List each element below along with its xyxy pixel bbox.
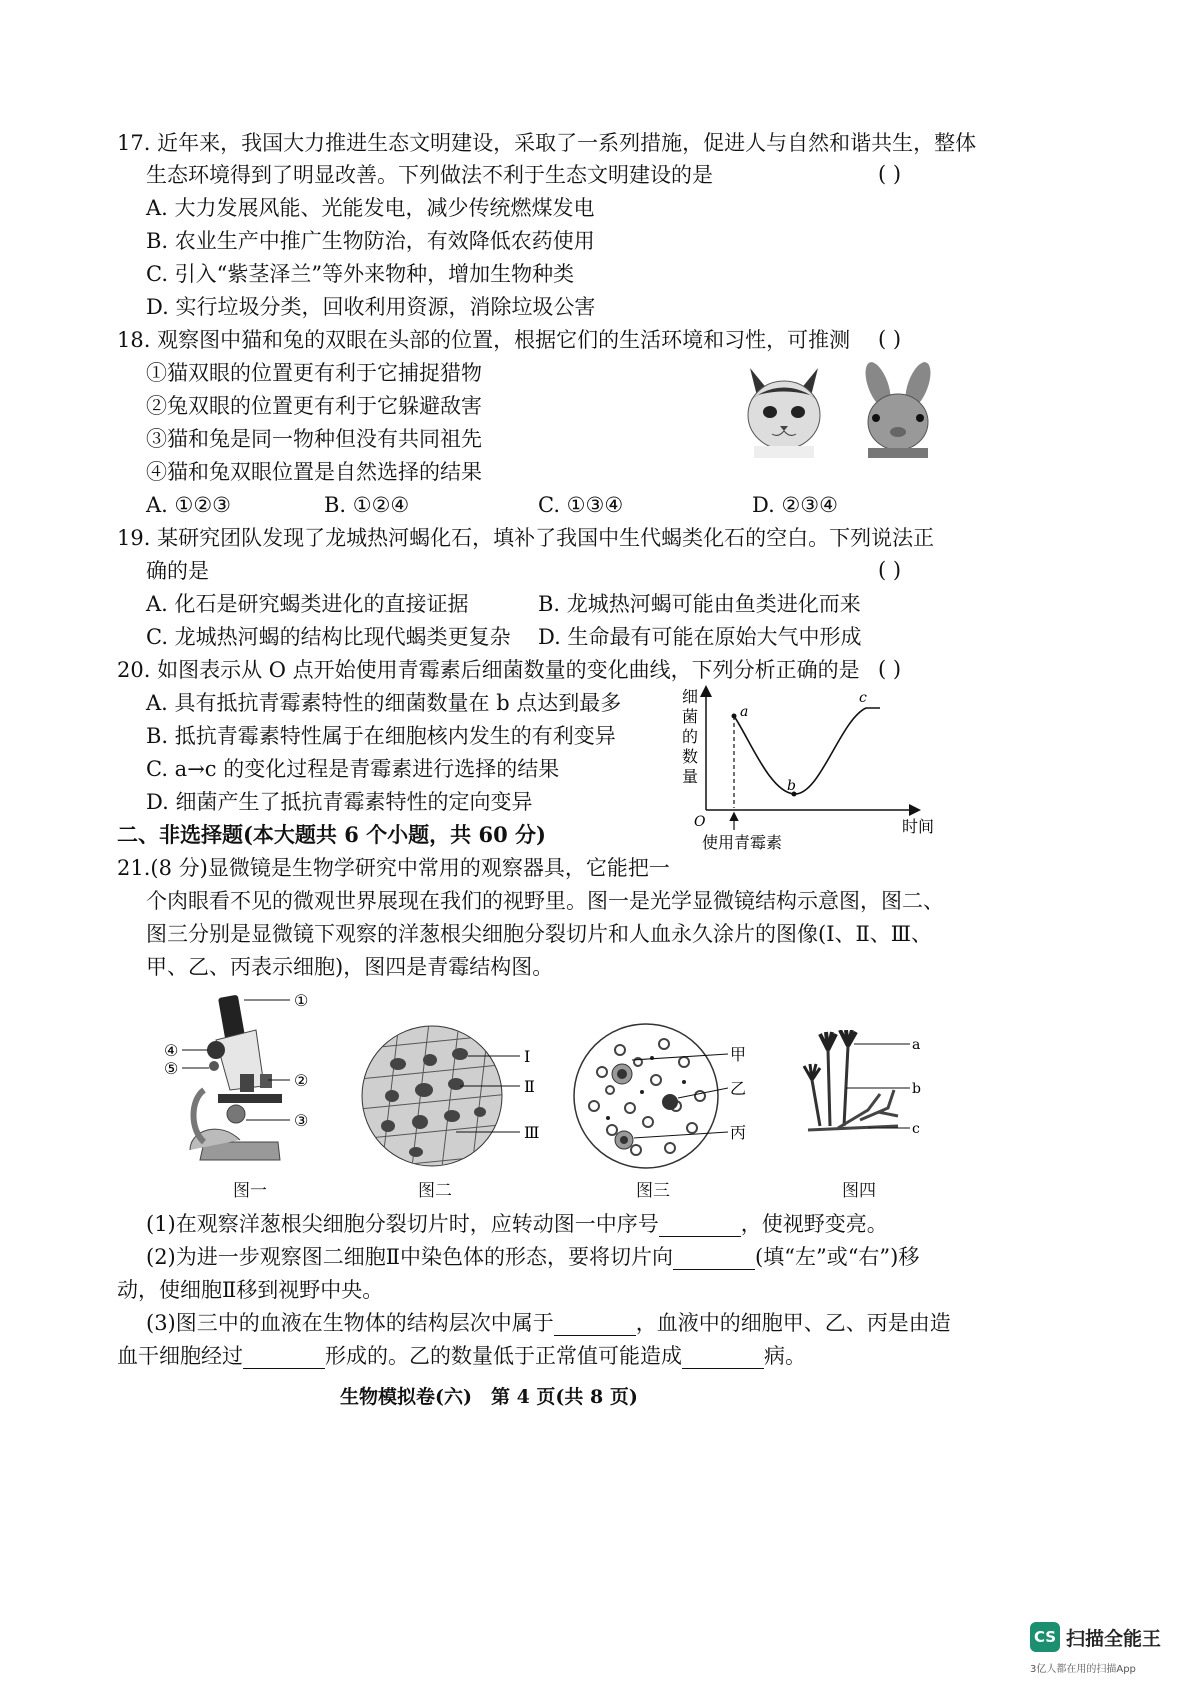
figure-1-microscope <box>160 990 330 1170</box>
fig1-label-5: ⑤ <box>164 1059 179 1078</box>
fig2-label-II: Ⅱ <box>524 1077 535 1096</box>
figure-2-onion-cells <box>360 1024 550 1170</box>
q21-text-line1: 21.(8 分)显微镜是生物学研究中常用的观察器具，它能把一 <box>117 856 670 880</box>
fig1-label-3: ③ <box>294 1111 309 1130</box>
fig1-label-2: ② <box>294 1071 309 1090</box>
q20-bacteria-graph <box>670 680 950 855</box>
q21-text-line3: 图三分别是显微镜下观察的洋葱根尖细胞分裂切片和人血永久涂片的图像(Ⅰ、Ⅱ、Ⅲ、 <box>146 922 933 946</box>
origin-label: O <box>694 814 706 830</box>
page-footer: 生物模拟卷(六) 第 4 页(共 8 页) <box>340 1386 638 1408</box>
point-c-label: c <box>859 690 867 706</box>
penicillin-label: 使用青霉素 <box>702 833 783 852</box>
q18-option-c: C. ①③④ <box>538 493 624 517</box>
section-2-heading: 二、非选择题(本大题共 6 个小题，共 60 分) <box>117 822 546 847</box>
q21-text-line2: 个肉眼看不见的微观世界展现在我们的视野里。图一是光学显微镜结构示意图，图二、 <box>146 889 944 913</box>
q21-part2-blank[interactable] <box>673 1249 755 1270</box>
fig1-caption: 图一 <box>233 1181 267 1201</box>
fig1-label-1: ① <box>294 991 309 1010</box>
q17-option-c: C. 引入“紫茎泽兰”等外来物种，增加生物种类 <box>146 262 575 286</box>
q18-statement-2: ②兔双眼的位置更有利于它躲避敌害 <box>146 394 482 418</box>
y-label-char-2: 菌 <box>682 707 699 726</box>
cat-photo <box>740 360 828 458</box>
y-label-char-1: 细 <box>682 687 699 706</box>
q19-option-c: C. 龙城热河蝎的结构比现代蝎类更复杂 <box>146 625 511 649</box>
fig3-label-yi: 乙 <box>730 1079 747 1098</box>
fig3-label-bing: 丙 <box>730 1123 747 1142</box>
q18-stem: 18. 观察图中猫和兔的双眼在头部的位置，根据它们的生活环境和习性，可推测 <box>117 328 851 352</box>
q21-part3-blank-1[interactable] <box>554 1315 636 1336</box>
q21-part3-text-e: 病。 <box>764 1344 806 1368</box>
q19-stem-line1: 19. 某研究团队发现了龙城热河蝎化石，填补了我国中生代蝎类化石的空白。下列说法正 <box>117 526 935 550</box>
fig3-caption: 图三 <box>636 1181 670 1201</box>
y-label-char-3: 的 <box>682 727 699 746</box>
watermark-name: 扫描全能王 <box>1066 1628 1162 1650</box>
fig4-label-c: c <box>912 1121 920 1137</box>
q18-statement-1: ①猫双眼的位置更有利于它捕捉猎物 <box>146 361 482 385</box>
q18-statement-3: ③猫和兔是同一物种但没有共同祖先 <box>146 427 482 451</box>
q21-part3 <box>146 1310 951 1336</box>
fig2-label-III: Ⅲ <box>524 1123 540 1142</box>
y-label-char-4: 数 <box>682 747 699 766</box>
q21-part3-line2 <box>117 1343 806 1369</box>
q21-part3-blank-2[interactable] <box>243 1348 325 1369</box>
rabbit-photo <box>858 360 938 460</box>
fig1-label-4: ④ <box>164 1041 179 1060</box>
q20-answer-bracket: ( ) <box>878 657 902 681</box>
q18-option-a: A. ①②③ <box>146 493 231 517</box>
q21-part3-text-a: (3)图三中的血液在生物体的结构层次中属于 <box>146 1311 554 1335</box>
point-a-label: a <box>740 704 749 720</box>
q21-part1-text-b: ，使视野变亮。 <box>740 1212 888 1236</box>
bacteria-curve <box>734 708 880 794</box>
q21-part3-text-b: ，血液中的细胞甲、乙、丙是由造 <box>635 1311 951 1335</box>
q19-answer-bracket: ( ) <box>878 558 902 582</box>
q20-option-c: C. a→c 的变化过程是青霉素进行选择的结果 <box>146 757 560 781</box>
q21-part3-blank-3[interactable] <box>682 1348 764 1369</box>
q18-option-d: D. ②③④ <box>752 493 838 517</box>
q20-option-d: D. 细菌产生了抵抗青霉素特性的定向变异 <box>146 790 533 814</box>
q21-text-line4: 甲、乙、丙表示细胞)，图四是青霉结构图。 <box>146 955 554 979</box>
q21-part2 <box>146 1244 919 1270</box>
q18-answer-bracket: ( ) <box>878 327 902 351</box>
q21-part1-blank[interactable] <box>659 1216 741 1237</box>
q17-option-d: D. 实行垃圾分类，回收利用资源，消除垃圾公害 <box>146 295 596 319</box>
fig4-label-b: b <box>912 1081 921 1097</box>
q19-option-b: B. 龙城热河蝎可能由鱼类进化而来 <box>538 592 861 616</box>
q19-stem-line2: 确的是 <box>146 559 209 583</box>
q20-option-a: A. 具有抵抗青霉素特性的细菌数量在 b 点达到最多 <box>146 691 622 715</box>
figure-3-blood-smear <box>572 1022 762 1172</box>
q18-option-b: B. ①②④ <box>324 493 410 517</box>
q19-option-a: A. 化石是研究蝎类进化的直接证据 <box>146 592 469 616</box>
q17-stem-line2: 生态环境得到了明显改善。下列做法不利于生态文明建设的是 <box>146 163 713 187</box>
q21-part1-text-a: (1)在观察洋葱根尖细胞分裂切片时，应转动图一中序号 <box>146 1212 659 1236</box>
q17-option-a: A. 大力发展风能、光能发电，减少传统燃煤发电 <box>146 196 595 220</box>
fig2-caption: 图二 <box>418 1181 452 1201</box>
q21-part2-text-b: (填“左”或“右”)移 <box>755 1245 920 1269</box>
fig3-label-jia: 甲 <box>730 1045 747 1064</box>
q20-stem: 20. 如图表示从 O 点开始使用青霉素后细菌数量的变化曲线，下列分析正确的是 <box>117 658 860 682</box>
q17-option-b: B. 农业生产中推广生物防治，有效降低农药使用 <box>146 229 595 253</box>
fig4-caption: 图四 <box>842 1181 876 1201</box>
y-label-char-5: 量 <box>682 767 699 786</box>
q21-part2-text-a: (2)为进一步观察图二细胞Ⅱ中染色体的形态，要将切片向 <box>146 1245 674 1269</box>
x-axis-label: 时间 <box>902 817 935 836</box>
watermark-tagline: 3亿人都在用的扫描App <box>1030 1664 1136 1675</box>
q17-answer-bracket: ( ) <box>878 162 902 186</box>
q21-part3-text-c: 血干细胞经过 <box>117 1344 243 1368</box>
q19-option-d: D. 生命最有可能在原始大气中形成 <box>538 625 862 649</box>
camscanner-logo-icon: CS <box>1030 1622 1060 1652</box>
q20-option-b: B. 抵抗青霉素特性属于在细胞核内发生的有利变异 <box>146 724 616 748</box>
q21-part3-text-d: 形成的。乙的数量低于正常值可能造成 <box>325 1344 682 1368</box>
figure-4-penicillium <box>798 1030 930 1150</box>
q18-statement-4: ④猫和兔双眼位置是自然选择的结果 <box>146 460 482 484</box>
fig4-label-a: a <box>912 1037 921 1053</box>
point-b-label: b <box>787 778 796 794</box>
fig2-label-I: Ⅰ <box>524 1047 531 1066</box>
q21-part1 <box>146 1211 888 1237</box>
point-a-dot <box>732 714 737 719</box>
q21-part2-line2: 动，使细胞Ⅱ移到视野中央。 <box>117 1278 384 1302</box>
q17-stem-line1: 17. 近年来，我国大力推进生态文明建设，采取了一系列措施，促进人与自然和谐共生，整体 <box>117 131 977 155</box>
